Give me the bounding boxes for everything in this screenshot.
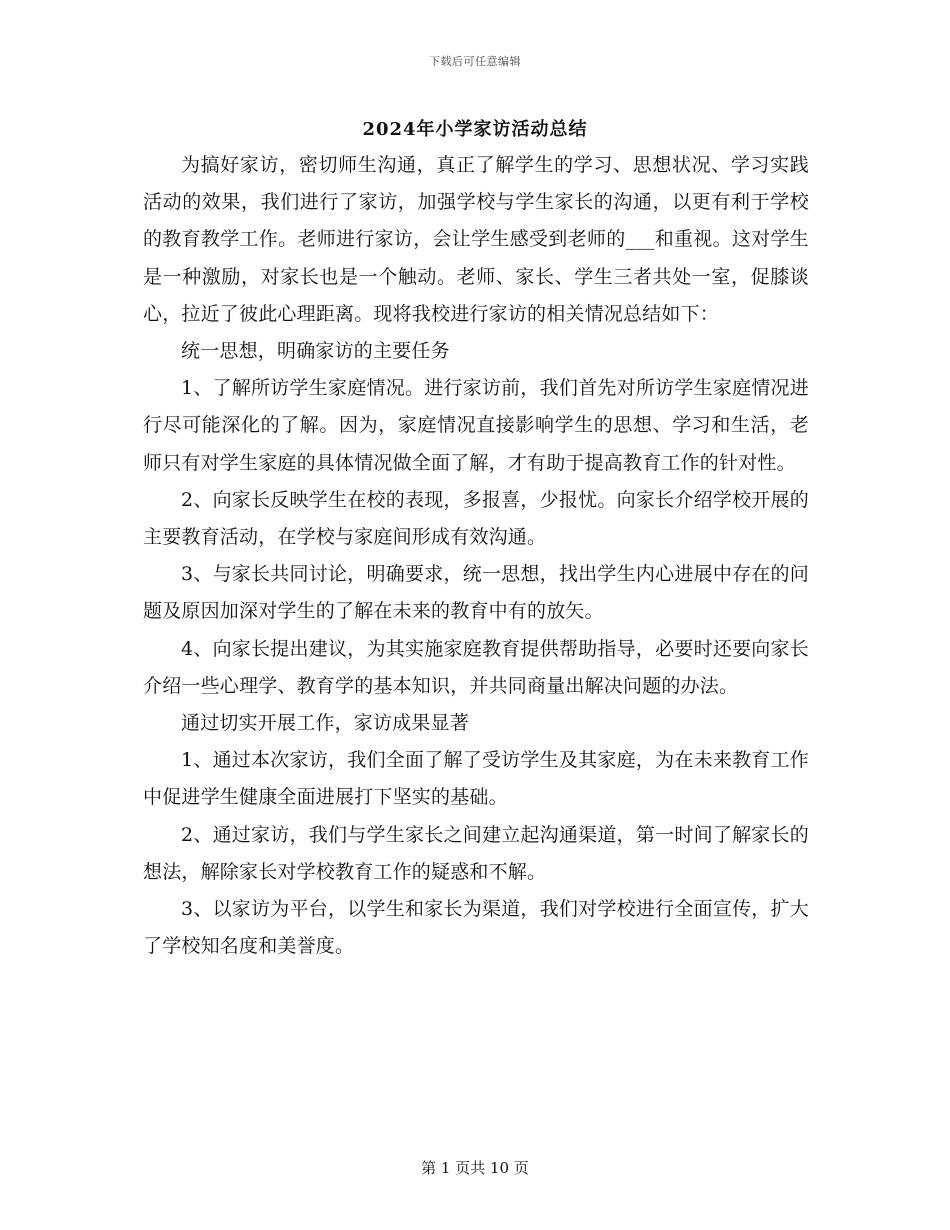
paragraph-task-3: 3、与家长共同讨论，明确要求，统一思想，找出学生内心进展中存在的问题及原因加深对学生的了解在未来的教育中有的放矢。 xyxy=(143,563,809,623)
paragraph-result-1: 1、通过本次家访，我们全面了解了受访学生及其家庭，为在未来教育工作中促进学生健康全面进展打下坚实的基础。 xyxy=(143,749,809,809)
document-body xyxy=(143,147,809,965)
section-heading-2: 通过切实开展工作，家访成果显著 xyxy=(181,712,470,735)
paragraph-task-2: 2、向家长反映学生在校的表现，多报喜，少报忧。向家长介绍学校开展的主要教育活动，在学校与家庭间形成有效沟通。 xyxy=(143,488,809,549)
paragraph-result-3: 3、以家访为平台，以学生和家长为渠道，我们对学校进行全面宣传，扩大了学校知名度和美誉度。 xyxy=(143,898,809,958)
paragraph-task-4: 4、向家长提出建议，为其实施家庭教育提供帮助指导，必要时还要向家长介绍一些心理学、教育学的基本知识，并共同商量出解决问题的办法。 xyxy=(143,637,809,697)
paragraph-intro: 为搞好家访，密切师生沟通，真正了解学生的学习、思想状况、学习实践活动的效果，我们进行了家访，加强学校与学生家长的沟通，以更有利于学校的教育教学工作。老师进行家访，会让学生感受到老师的___和重视。这对学生是一种激励，对家长也是一个触动。老师、家长、学生三者共处一室，促膝谈心，拉近了彼此心理距离。现将我校进行家访的相关情况总结如下： xyxy=(143,154,809,325)
paragraph-task-1: 1、了解所访学生家庭情况。进行家访前，我们首先对所访学生家庭情况进行尽可能深化的了解。因为，家庭情况直接影响学生的思想、学习和生活，老师只有对学生家庭的具体情况做全面了解，才有助于提高教育工作的针对性。 xyxy=(143,377,809,474)
document-title: 2024年小学家访活动总结 xyxy=(362,119,588,140)
header-note: 下载后可任意编辑 xyxy=(429,55,521,68)
paragraph-result-2: 2、通过家访，我们与学生家长之间建立起沟通渠道，第一时间了解家长的想法，解除家长对学校教育工作的疑惑和不解。 xyxy=(143,823,809,883)
section-heading-1: 统一思想，明确家访的主要任务 xyxy=(181,340,450,363)
page-number: 第 1 页共 10 页 xyxy=(421,1159,529,1177)
